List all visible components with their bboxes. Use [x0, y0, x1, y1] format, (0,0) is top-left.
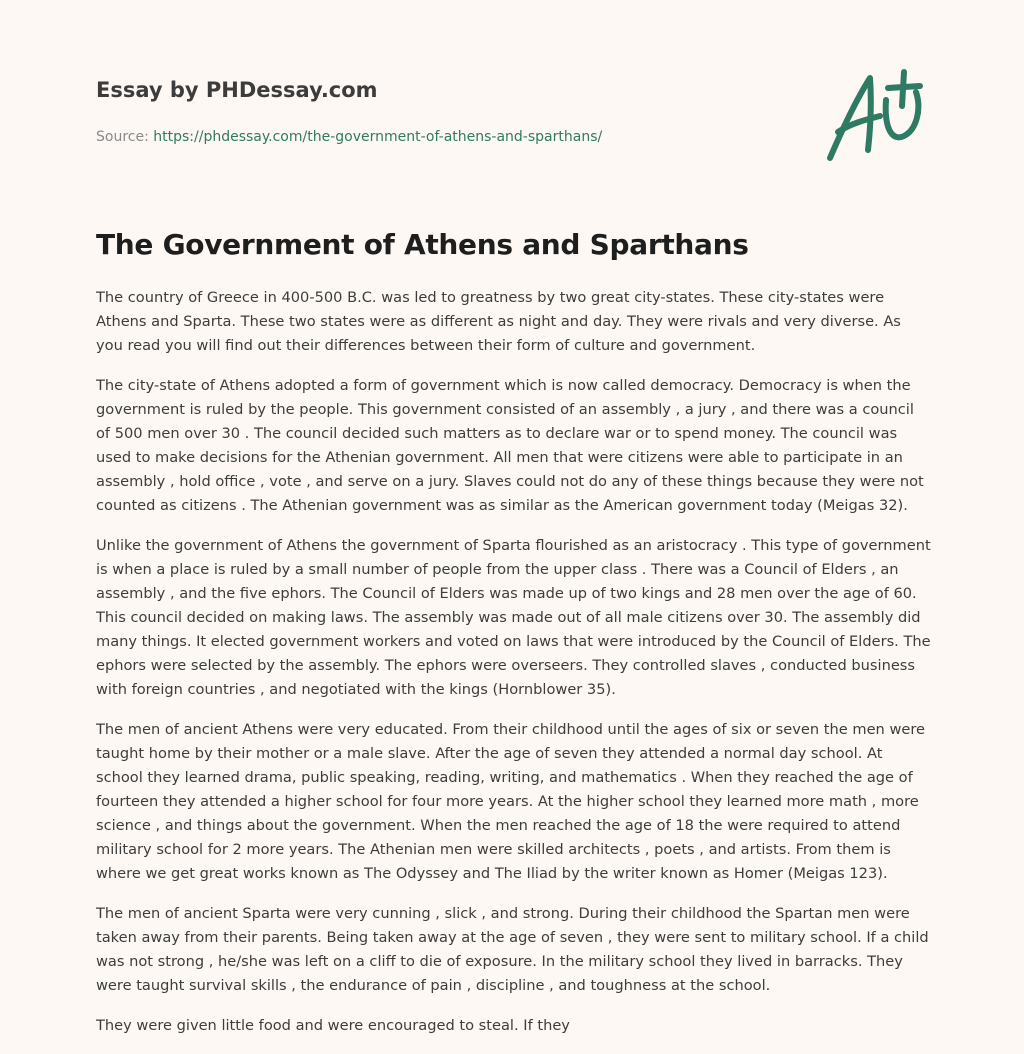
- essay-paragraph: They were given little food and were encouraged to steal. If they: [96, 1017, 570, 1034]
- essay-body: [96, 286, 932, 1054]
- source-label: Source:: [96, 129, 149, 145]
- essay-title: The Government of Athens and Sparthans: [96, 228, 749, 261]
- document-header: [96, 74, 736, 148]
- brand-title: Essay by PHDessay.com: [96, 78, 378, 102]
- essay-paragraph: The men of ancient Athens were very educated. From their childhood until the ages of six or seven the men were taught home by their mother or a male slave. After the age of seven they attended a normal day school. At school they learned drama, public speaking, reading, writing, and mathematics . When they reached the age of fourteen they attended a higher school for four more years. At the higher school they learned more math , more science , and things about the government. When the men reached the age of 18 the were required to attend military school for 2 more years. The Athenian men were skilled architects , poets , and artists. From them is where we get great works known as The Odyssey and The Iliad by the writer known as Homer (Meigas 123).: [96, 721, 926, 882]
- source-line: [96, 126, 736, 148]
- source-link[interactable]: https://phdessay.com/the-government-of-athens-and-sparthans/: [153, 129, 603, 145]
- essay-paragraph: Unlike the government of Athens the government of Sparta flourished as an aristocracy . This type of government is when a place is ruled by a small number of people from the upper class . There was a Council of Elders , an assembly , and the five ephors. The Council of Elders was made up of two kings and 28 men over the age of 60. This council decided on making laws. The assembly was made out of all male citizens over 30. The assembly did many things. It elected government workers and voted on laws that were introduced by the Council of Elders. The ephors were selected by the assembly. The ephors were overseers. They controlled slaves , conducted business with foreign countries , and negotiated with the kings (Hornblower 35).: [96, 537, 931, 698]
- essay-paragraph: The men of ancient Sparta were very cunning , slick , and strong. During their childhood the Spartan men were taken away from their parents. Being taken away at the age of seven , they were sent to military school. If a child was not strong , he/she was left on a cliff to die of exposure. In the military school they lived in barracks. They were taught survival skills , the endurance of pain , discipline , and toughness at the school.: [96, 905, 929, 994]
- a-plus-grade-icon: [822, 66, 932, 166]
- essay-paragraph: The city-state of Athens adopted a form of government which is now called democracy. Democracy is when the government is ruled by the people. This government consisted of an assembly , a jury , and there was a council of 500 men over 30 . The council decided such matters as to declare war or to spend money. The council was used to make decisions for the Athenian government. All men that were citizens were able to participate in an assembly , hold office , vote , and serve on a jury. Slaves could not do any of these things because they were not counted as citizens . The Athenian government was as similar as the American government today (Meigas 32).: [96, 377, 924, 514]
- essay-paragraph: The country of Greece in 400-500 B.C. was led to greatness by two great city-states. These city-states were Athens and Sparta. These two states were as different as night and day. They were rivals and very diverse. As you read you will find out their differences between their form of culture and government.: [96, 289, 901, 354]
